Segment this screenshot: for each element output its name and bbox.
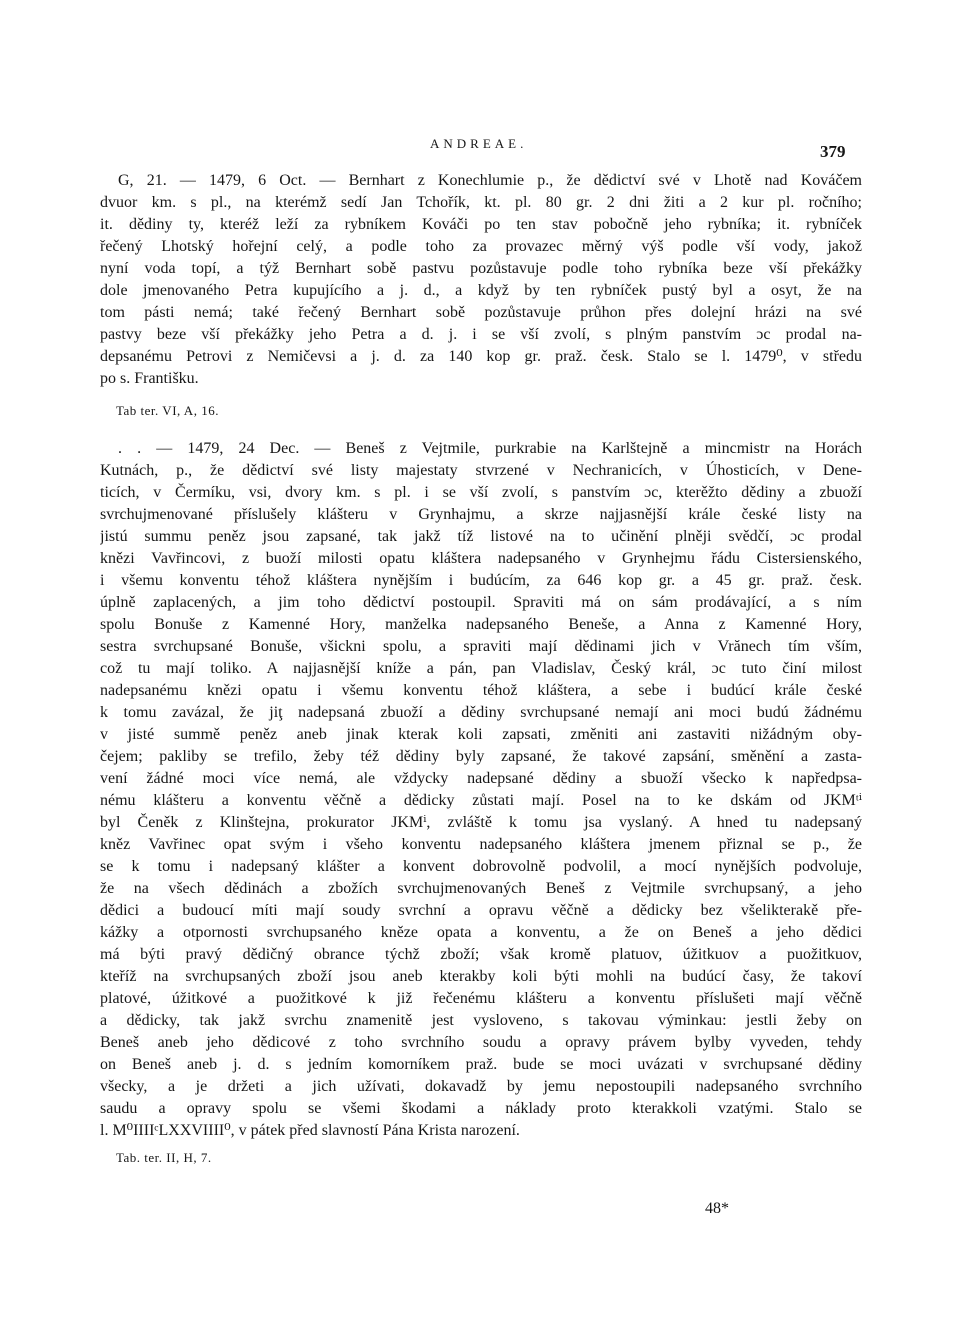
sheet-signature: 48*	[705, 1200, 729, 1217]
entry-text-line: jistú summu peněz jsou zapsané, tak jakž tíž listové na to učinění plněji svědčí, ɔc prodal	[100, 528, 862, 545]
entry-text-line: řečený Lhotský hořejní celý, a podle toho za provazec měrný výš podle vší vody, jakož	[100, 238, 862, 255]
entry-text-line: byl Čeněk z Klinštejna, prokurator JKMⁱ, zvláště k tomu jsa vyslaný. A hned tu nadepsaný	[100, 814, 862, 831]
entry-text-line: Beneš aneb jeho dědicové z toho svrchního soudu a opravy právem bylby vyveden, tehdy	[100, 1034, 862, 1051]
entry-text-line: dvuor km. s pl., na kterémž sedí Jan Tchořík, kt. pl. 80 gr. 2 dni žiti a 2 kur pl. ročního;	[100, 194, 862, 211]
entry-text-line: svrchujmenované příslušely klášteru v Grynhajmu, a skrze najjasnější krále české listy na	[100, 506, 862, 523]
entry-text-line: kážky a otpornosti svrchupsaného kněze opata a konventu, a že on Beneš a jeho dědici	[100, 924, 862, 941]
entry-text-line: kteříž na svrchupsaných zboží jsou aneb kterakby koli býti mohli na budúcí časy, že takoví	[100, 968, 862, 985]
entry-text-line: k tomu zavázal, že jiţ nadepsaná zbuoží a dědiny svrchupsané nemají ani moci budú žádnému	[100, 704, 862, 721]
register-entry	[100, 170, 862, 390]
entry-text-line: sestra svrchupsané Bonuše, všickni spolu, a spraviti mají dědinami jich v Vrănech tím vším,	[100, 638, 862, 655]
entry-text-line: má býti pravý dědičný obrance týchž zboží; však kromě platuov, úžitkuov a puožitkuov,	[100, 946, 862, 963]
entry-text-line: a dědicky, tak jakž svrchu znamenitě jest vysloveno, s takovau výminkau: jestli žeby on	[100, 1012, 862, 1029]
entry-text-line: nému klášteru a konventu věčně a dědicky zůstati mají. Posel na to ke dskám od JKMᵗⁱ	[100, 792, 862, 809]
entry-text-line: nyní voda topí, a týž Bernhart sobě pastvu pozůstavuje podle toho rybníka beze vší překážky	[100, 260, 862, 277]
entry-text-line: spolu Bonuše z Kamenné Hory, manželka nadepsaného Beneše, a Anna z Kamenné Hory,	[100, 616, 862, 633]
entry-text-line: saudu a opravy spolu se všemi škodami a náklady proto kterakkoli vzatými. Stalo se	[100, 1100, 862, 1117]
entry-text-line: nadepsanému knězi opatu i všemu konventu téhož kláštera, a sebe i budúcí krále české	[100, 682, 862, 699]
entry-heading-line: G, 21. — 1479, 6 Oct. — Bernhart z Konechlumie p., že dědictví své v Lhotě nad Kováčem	[118, 172, 862, 189]
entry-text-line: tom pásti nemá; také řečený Bernhart sobě pozůstavuje průhon přes dolejní hrázi na své	[100, 304, 862, 321]
entry-text-line: platové, úžitkové a puožitkové k již řečenému klášteru a konventu příslušeti mají věčně	[100, 990, 862, 1007]
source-reference: Tab ter. VI, A, 16.	[116, 403, 219, 418]
entry-text-line: což tu mají toliko. A najjasnější kníže a pán, pan Vladislav, Český král, ɔc tuto činí milost	[100, 660, 862, 677]
entry-text-line: it. dědiny ty, kteréž leží za rybníkem Kováči po ten stav pobočně jeho rybníka; it. rybníček	[100, 216, 862, 233]
entry-text-line: čejem; pakliby se trefilo, žeby též dědiny byly zapsané, že takové zapsání, směnění a zasta-	[100, 748, 862, 765]
running-head: ANDREAE.	[430, 136, 528, 151]
entry-text-line: kněz Vavřinec opat svým i všeho konventu nadepsaného kláštera jmenem přiznal se p., že	[100, 836, 862, 853]
entry-text-line: všecky, a je držeti a jich užívati, dokavadž by jemu nepostoupili nadepsaného svrchního	[100, 1078, 862, 1095]
entry-text-line: že na všech dědinách a zbožích svrchujmenovaných Beneš z Vejtmile svrchupsaný, a jeho	[100, 880, 862, 897]
entry-text-line: Kutnách, p., že dědictví své listy majestaty stvrzené v Nechranicích, v Úhosticích, v Dene-	[100, 462, 862, 479]
entry-text-line: l. M⁰IIIIᶜLXXVIIII⁰, v pátek před slavností Pána Krista narození.	[100, 1122, 520, 1139]
entry-text-line: vení žádné moci více nemá, ale vždycky nadepsané dědiny a sbuoží všecko k napředpsa-	[100, 770, 862, 787]
entry-heading-line: . . — 1479, 24 Dec. — Beneš z Vejtmile, purkrabie na Karlštejně a mincmistr na Horách	[118, 440, 862, 457]
entry-text-line: on Beneš aneb j. d. s jedním komorníkem praž. bude se moci uvázati v svrchupsané dědiny	[100, 1056, 862, 1073]
source-reference: Tab. ter. II, H, 7.	[116, 1150, 212, 1165]
entry-text-line: po s. Františku.	[100, 370, 199, 387]
entry-text-line: se k tomu i nadepsaný klášter a konvent dobrovolně podvolil, a mocí nynějších podvoluje,	[100, 858, 862, 875]
entry-text-line: úplně zaplacených, a jim toho dědictví postoupil. Spraviti má on sám prodávající, a s ním	[100, 594, 862, 611]
entry-text-line: pastvy beze vší překážky jeho Petra a d. j. i se vší zvolí, s plným panstvím ɔc prodal na-	[100, 326, 862, 343]
register-entry	[100, 438, 862, 1142]
entry-text-line: v jisté summě peněz aneb jinak kterak koli zapsati, změniti ani zastaviti nižádným oby-	[100, 726, 862, 743]
entry-text-line: knězi Vavřincovi, z buoží milosti opatu kláštera nadepsaného v Grynhejmu řádu Cistersienského,	[100, 550, 862, 567]
entry-text-line: dědici a budoucí míti mají soudy svrchní a opravu věčně a dědicky bez všelikterakě pře-	[100, 902, 862, 919]
entry-text-line: ticích, v Čermíku, vsi, dvory km. s pl. i se vší zvolí, s panstvím ɔc, kterěžto dědiny a zbuoží	[100, 484, 862, 501]
entry-text-line: depsanému Petrovi z Nemičevsi a j. d. za 140 kop gr. praž. česk. Stalo se l. 1479⁰, v středu	[100, 348, 862, 365]
entry-text-line: dole jmenovaného Petra kupujícího a j. d., a když by ten rybníček pustý byl a osyt, že na	[100, 282, 862, 299]
page-number: 379	[820, 142, 846, 161]
entry-text-line: i všemu konventu téhož kláštera nynějším i budúcím, za 646 kop gr. a 45 gr. praž. česk.	[100, 572, 862, 589]
